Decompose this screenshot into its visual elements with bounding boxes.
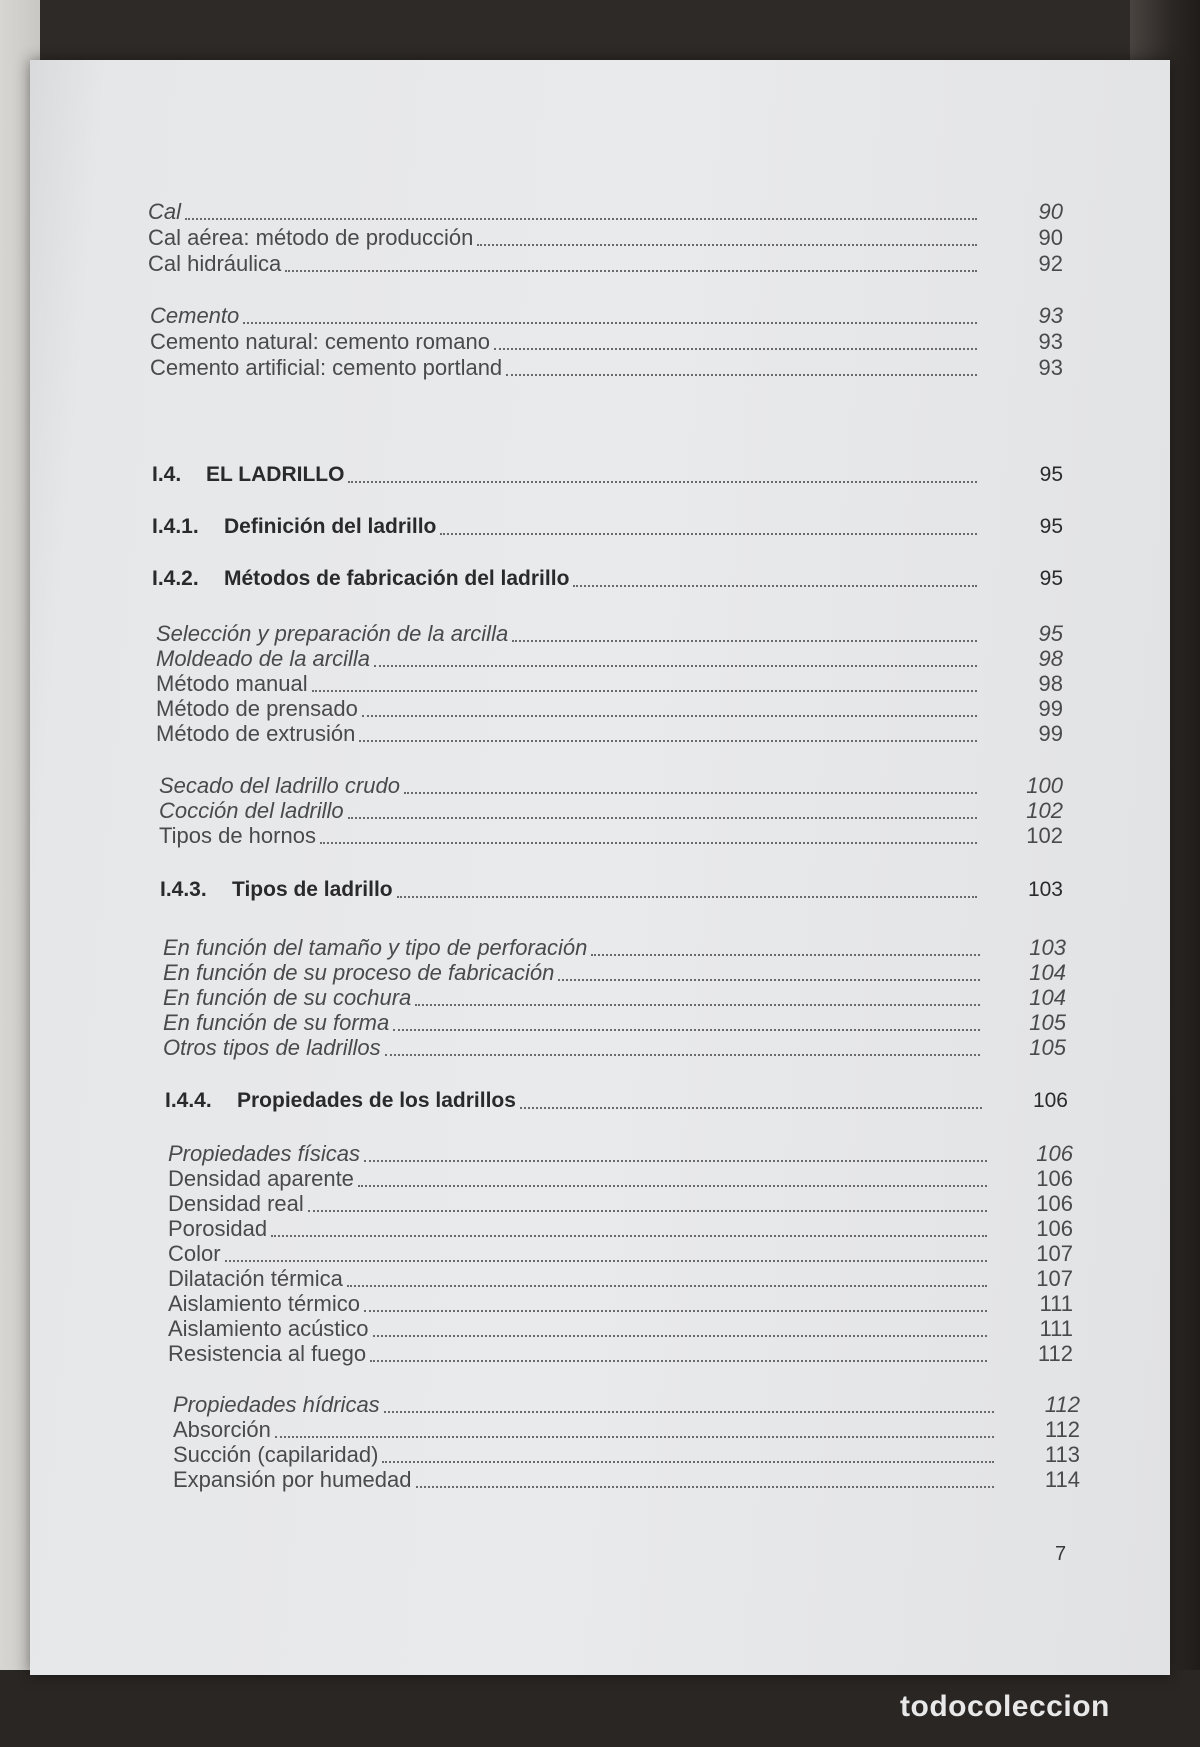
section-heading: I.4.1. Definición del ladrillo 95: [152, 515, 1063, 538]
book-page: [30, 60, 1170, 1675]
page-number: 7: [1055, 1543, 1067, 1565]
toc-entry: Tipos de hornos 102: [159, 823, 1063, 848]
toc-entry: Aislamiento térmico 111: [168, 1291, 1073, 1316]
toc-entry: Densidad aparente 106: [168, 1166, 1073, 1191]
toc-entry: Expansión por humedad 114: [173, 1467, 1080, 1492]
toc-entry: Cemento natural: cemento romano 93: [150, 329, 1063, 354]
toc-entry: Porosidad 106: [168, 1216, 1073, 1241]
section-heading: I.4.4. Propiedades de los ladrillos 106: [165, 1089, 1068, 1112]
toc-entry: Absorción 112: [173, 1417, 1080, 1442]
toc-entry: En función de su forma 105: [163, 1010, 1066, 1035]
toc-entry: Método de prensado 99: [156, 696, 1063, 721]
toc-entry: Selección y preparación de la arcilla 95: [156, 621, 1063, 646]
section-heading: I.4.2. Métodos de fabricación del ladrillo 95: [152, 567, 1063, 590]
toc-entry: Propiedades hídricas 112: [173, 1392, 1080, 1417]
toc-entry: Cal 90: [148, 199, 1063, 224]
toc-entry: En función de su proceso de fabricación 104: [163, 960, 1066, 985]
toc-entry: Resistencia al fuego 112: [168, 1341, 1073, 1366]
toc-entry: Moldeado de la arcilla 98: [156, 646, 1063, 671]
toc-entry: Densidad real 106: [168, 1191, 1073, 1216]
toc-entry: Método manual 98: [156, 671, 1063, 696]
toc-entry: Propiedades físicas 106: [168, 1141, 1073, 1166]
section-heading: I.4. EL LADRILLO 95: [152, 463, 1063, 486]
toc-entry: Secado del ladrillo crudo 100: [159, 773, 1063, 798]
toc-entry: Dilatación térmica 107: [168, 1266, 1073, 1291]
section-heading: I.4.3. Tipos de ladrillo 103: [160, 878, 1063, 901]
toc-entry: Cemento artificial: cemento portland 93: [150, 355, 1063, 380]
toc-entry: Color 107: [168, 1241, 1073, 1266]
toc-entry: Método de extrusión 99: [156, 721, 1063, 746]
watermark-logo: todocoleccion: [900, 1690, 1110, 1723]
toc-entry: Aislamiento acústico 111: [168, 1316, 1073, 1341]
toc-entry: Cemento 93: [150, 303, 1063, 328]
toc-entry: Cocción del ladrillo 102: [159, 798, 1063, 823]
toc-entry: En función del tamaño y tipo de perforación 103: [163, 935, 1066, 960]
toc-entry: Succión (capilaridad) 113: [173, 1442, 1080, 1467]
toc-entry: En función de su cochura 104: [163, 985, 1066, 1010]
toc-entry: Otros tipos de ladrillos 105: [163, 1035, 1066, 1060]
toc-entry: Cal hidráulica 92: [148, 251, 1063, 276]
toc-entry: Cal aérea: método de producción 90: [148, 225, 1063, 250]
